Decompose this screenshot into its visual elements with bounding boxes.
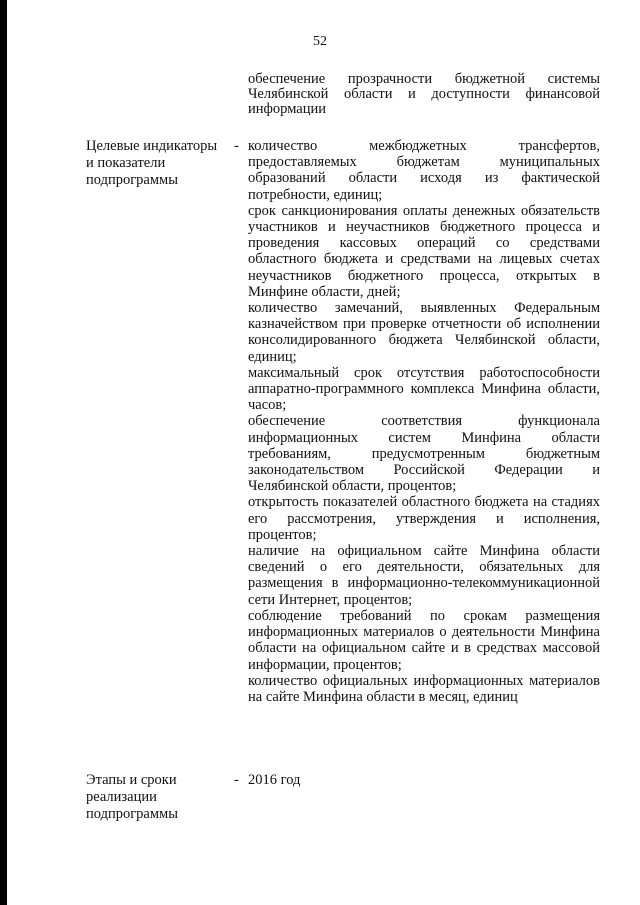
continuation-paragraph: обеспечение прозрачности бюджетной системы Челябинской области и доступности финансовой информации	[248, 71, 600, 118]
section-dash: -	[234, 138, 239, 154]
section-dash: -	[234, 772, 239, 788]
continuation-text	[248, 72, 600, 118]
indicator-item: максимальный срок отсутствия работоспособности аппаратно-программного комплекса Минфина области, часов;	[248, 364, 600, 414]
indicator-item: количество межбюджетных трансфертов, предоставляемых бюджетам муниципальных образований области исходя из фактической потребности, единиц;	[248, 138, 600, 203]
indicator-item: открытость показателей областного бюджета на стадиях его рассмотрения, утверждения и исполнения, процентов;	[248, 494, 600, 543]
indicator-item: количество замечаний, выявленных Федеральным казначейством при проверке отчетности об исполнении консолидированного бюджета Челябинской области, единиц;	[248, 300, 600, 365]
section-label-stages: Этапы и сроки реализации подпрограммы	[86, 772, 178, 822]
stages-list	[248, 772, 600, 788]
indicator-item: наличие на официальном сайте Минфина области сведений о его деятельности, обязательных для размещения в информационно-телекоммуникационной сети Интернет, процентов;	[248, 543, 600, 608]
indicator-item: соблюдение требований по срокам размещения информационных материалов о деятельности Минфина области на официальном сайте и в средствах массовой информации, процентов;	[248, 607, 600, 673]
stage-item: 2016 год	[248, 772, 301, 788]
indicator-item: обеспечение соответствия функционала информационных систем Минфина области требованиям, предусмотренным бюджетным законодательством Российской Федерации и Челябинской области, процентов;	[248, 413, 600, 495]
indicator-item: количество официальных информационных материалов на сайте Минфина области в месяц, единиц	[248, 672, 600, 705]
scan-edge-shadow	[0, 0, 7, 905]
section-label-target-indicators: Целевые индикаторы и показатели подпрограммы	[86, 138, 218, 188]
page-number: 52	[313, 34, 327, 49]
indicators-list	[248, 138, 600, 705]
indicator-item: срок санкционирования оплаты денежных обязательств участников и неучастников бюджетного процесса и проведения кассовых операций со средствами областного бюджета и средствами на лицевых счетах неучастников бюджетного процесса, открытых в Минфине области, дней;	[248, 202, 600, 300]
